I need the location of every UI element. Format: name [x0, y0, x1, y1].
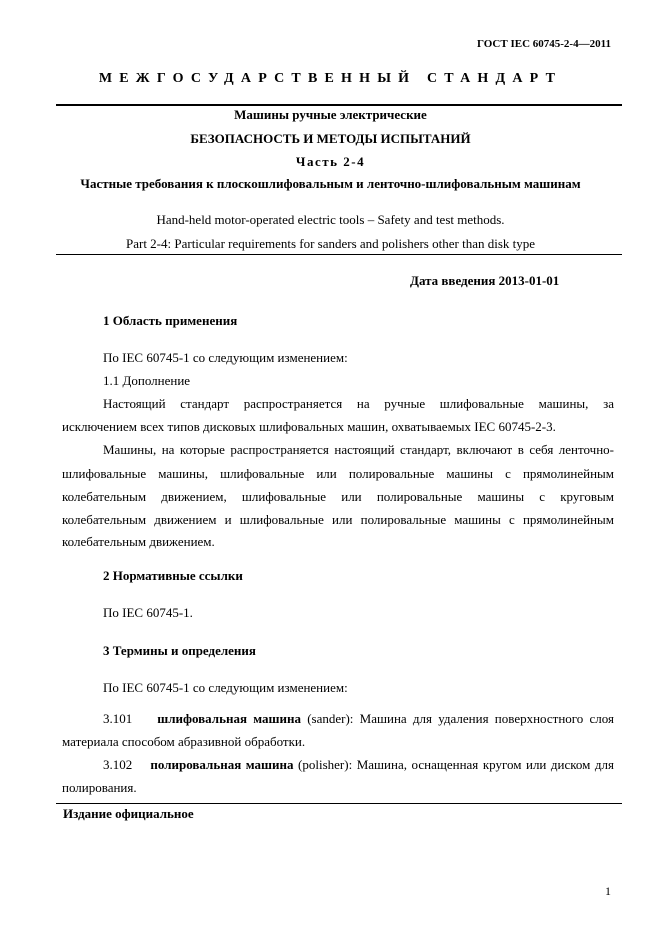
subtitle: Частные требования к плоскошлифовальным и ленточно-шлифовальным машинам [80, 176, 581, 191]
section-1-paragraph: По IEC 60745-1 со следующим изменением: [103, 350, 348, 365]
standard-type-heading: МЕЖГОСУДАРСТВЕННЫЙ СТАНДАРТ [98, 71, 563, 86]
term-3-102 [103, 757, 614, 773]
term-3-102-continuation: полирования. [62, 780, 137, 795]
title-divider [56, 254, 622, 255]
term-name: полировальная машина [150, 757, 294, 772]
page-number: 1 [605, 884, 611, 898]
term-number: 3.101 [103, 711, 133, 726]
term-definition: (sander): Машина для удаления поверхностного слоя [307, 711, 615, 726]
section-2-heading: 2 Нормативные ссылки [103, 568, 243, 583]
english-title-line-2: Part 2-4: Particular requirements for sanders and polishers other than disk type [125, 236, 536, 251]
top-divider [56, 104, 622, 106]
section-1-1-label: 1.1 Дополнение [103, 373, 191, 388]
term-number: 3.102 [103, 757, 133, 772]
term-name: шлифовальная машина [157, 711, 301, 726]
scope-paragraph-line: исключением всех типов дисковых шлифовальных машин, охватываемых IEC 60745-2-3. [62, 419, 556, 434]
introduction-date: Дата введения 2013-01-01 [410, 273, 560, 288]
term-3-101-continuation: материала способом абразивной обработки. [62, 734, 306, 749]
section-1-heading: 1 Область применения [103, 313, 238, 328]
title-line-1: Машины ручные электрические [234, 107, 427, 122]
machines-paragraph-line: колебательным движением и шлифовальные или полировальные машины с прямолинейным [62, 512, 614, 527]
machines-paragraph-line: колебательным движением, шлифовальные или полировальные машины с круговым [62, 489, 614, 504]
scope-paragraph-line: Настоящий стандарт распространяется на ручные шлифовальные машины, за [103, 396, 614, 411]
machines-paragraph-line: шлифовальные машины, шлифовальные или полировальные машины с прямолинейным [62, 466, 614, 481]
english-title-line-1: Hand-held motor-operated electric tools – Safety and test methods. [156, 212, 505, 227]
title-line-2: БЕЗОПАСНОСТЬ И МЕТОДЫ ИСПЫТАНИЙ [190, 131, 471, 146]
term-3-101 [103, 711, 614, 727]
section-3-paragraph: По IEC 60745-1 со следующим изменением: [103, 680, 348, 695]
part-label: Часть 2-4 [295, 154, 366, 169]
term-definition: (polisher): Машина, оснащенная кругом или диском для [298, 757, 615, 772]
footer-divider [56, 803, 622, 804]
document-code: ГОСТ IEC 60745-2-4—2011 [477, 38, 611, 50]
machines-paragraph-line: колебательным движением. [62, 534, 215, 549]
edition-label: Издание официальное [63, 806, 194, 821]
machines-paragraph-line: Машины, на которые распространяется настоящий стандарт, включают в себя ленточно- [103, 442, 614, 457]
section-2-paragraph: По IEC 60745-1. [103, 605, 193, 620]
section-3-heading: 3 Термины и определения [103, 643, 256, 658]
